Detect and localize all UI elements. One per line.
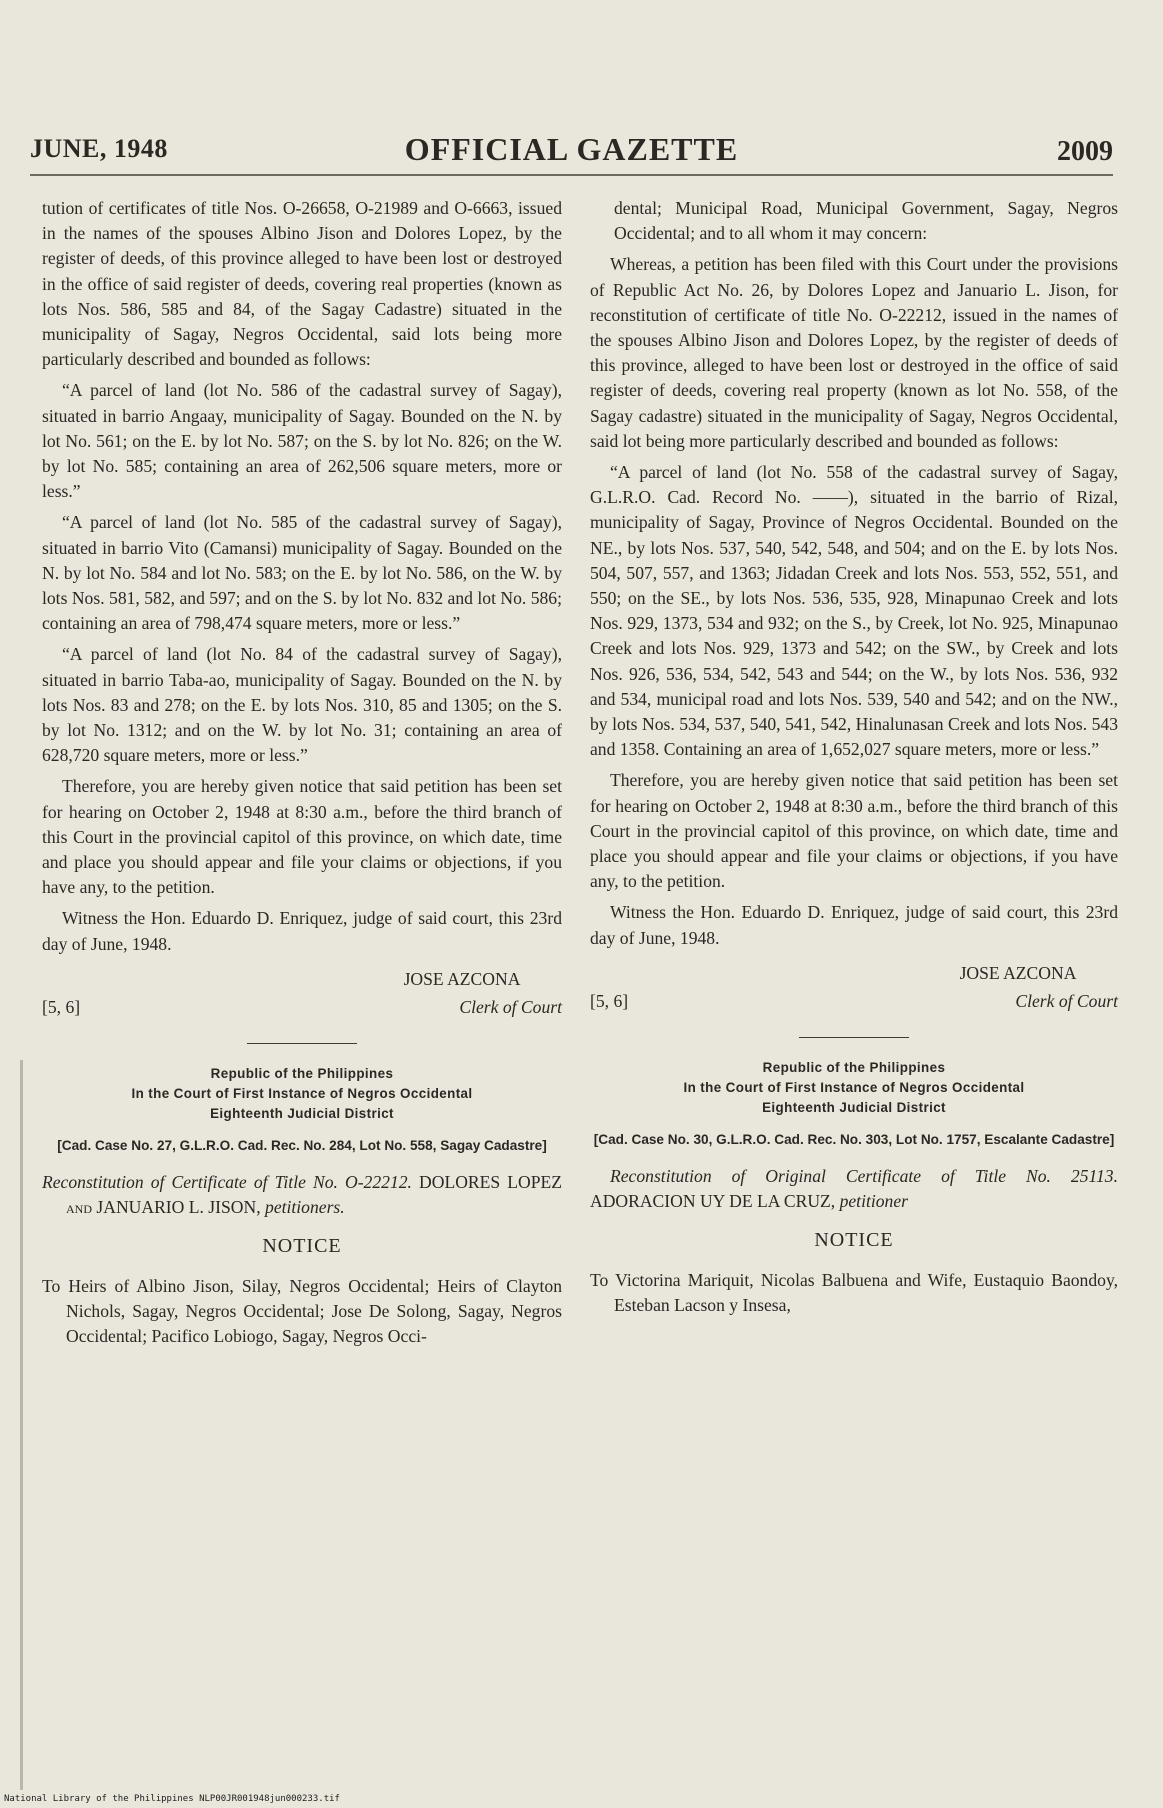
addressee-paragraph: To Victorina Mariquit, Nicolas Balbuena and Wife, Eustaquio Baondoy, Esteban Lacson y Insesa, — [590, 1269, 1118, 1315]
parcel-paragraph: “A parcel of land (lot No. 558 of the cadastral survey of Sagay, G.L.R.O. Cad. Record No. ——), situated in the barrio of Rizal, municipality of Sagay, Province of Negros Occidental. Bounded on the NE., by lots Nos. 537, 540, 542, 548, and 504; and on the E. by lots Nos. 504, 507, 557, and 1363; Jidadan Creek and lots Nos. 553, 552, 551, and 550; on the SE., by lots Nos. 536, 535, 928, Minapunao Creek and lots Nos. 929, 1373, 534 and 932; on the S., by Creek, lot No. 925, Minapunao Creek and lots Nos. 929, 1373 and 542; on the SW., by Creek and lots Nos. 926, 536, 534, 542, 543 and 544; on the W., by lots Nos. 536, 932 and 534, municipal road and lots Nos. 539, 540 and 542; and on the NW., by lots Nos. 534, 537, 540, 541, 542, Hinalunasan Creek and lots Nos. 543 and 1358. Containing an area of 1,652,027 square meters, more or less.” — [590, 462, 1118, 760]
notice-heading: NOTICE — [814, 1229, 894, 1252]
court-line: Eighteenth Judicial District — [210, 1105, 394, 1121]
right-column — [590, 196, 1118, 1324]
caption-names: ADORACION UY DE LA CRUZ, — [590, 1191, 836, 1212]
signatory-name: JOSE AZCONA — [959, 962, 1077, 983]
caption-title: Reconstitution of Certificate of Title No. O-22212. — [42, 1171, 412, 1192]
signatory-role: Clerk of Court — [1015, 990, 1118, 1011]
parcel-paragraph: “A parcel of land (lot No. 586 of the cadastral survey of Sagay), situated in barrio Angaay, municipality of Sagay. Bounded on the N. by lot No. 561; on the E. by lot No. 587; on the S. by lot No. 826; on the W. by lot No. 585; containing an area of 262,506 square meters, more or less.” — [42, 380, 562, 502]
header-date: JUNE, 1948 — [30, 134, 168, 163]
section-divider — [799, 1037, 909, 1038]
header-title: OFFICIAL GAZETTE — [404, 131, 739, 167]
caption-role: petitioners. — [265, 1197, 345, 1218]
parcel-paragraph: “A parcel of land (lot No. 84 of the cadastral survey of Sagay), situated in barrio Taba-ao, municipality of Sagay. Bounded on the N. by lots Nos. 83 and 278; on the E. by lots Nos. 310, 85 and 1305; on the S. by lot No. 1312; and on the W. by lot No. 31; containing an area of 628,720 square meters, more or less.” — [42, 644, 562, 766]
therefore-paragraph: Therefore, you are hereby given notice that said petition has been set for hearing on October 2, 1948 at 8:30 a.m., before the third branch of this Court in the provincial capitol of this province, on which date, time and place you should appear and file your claims or objections, if you have any, to the petition. — [590, 770, 1118, 892]
witness-paragraph: Witness the Hon. Eduardo D. Enriquez, judge of said court, this 23rd day of June, 1948. — [590, 902, 1118, 948]
case-reference: [Cad. Case No. 30, G.L.R.O. Cad. Rec. No. 303, Lot No. 1757, Escalante Cadastre] — [593, 1131, 1115, 1147]
page-number: 2009 — [1057, 136, 1113, 167]
case-reference: [Cad. Case No. 27, G.L.R.O. Cad. Rec. No. 284, Lot No. 558, Sagay Cadastre] — [57, 1137, 547, 1153]
caption-names: DOLORES LOPEZ and JANUARIO L. JISON, — [66, 1171, 562, 1218]
signatory-name: JOSE AZCONA — [403, 968, 521, 989]
court-line: In the Court of First Instance of Negros Occidental — [131, 1085, 473, 1101]
parcel-paragraph: “A parcel of land (lot No. 585 of the cadastral survey of Sagay), situated in barrio Vito (Camansi) municipality of Sagay. Bounded on the N. by lot No. 584 and lot No. 583; on the E. by lot No. 586, on the W. by lots Nos. 581, 582, and 597; and on the S. by lot No. 832 and lot No. 586; containing an area of 798,474 square meters, more or less.” — [42, 512, 562, 634]
scan-footer: National Library of the Philippines NLP00JR001948jun000233.tif — [4, 1794, 340, 1804]
scan-binding-edge — [20, 1060, 23, 1790]
signature-block — [590, 961, 1118, 1017]
signature-block — [42, 967, 562, 1023]
issue-reference: [5, 6] — [590, 990, 629, 1011]
court-heading — [590, 1058, 1118, 1118]
addressee-continuation: dental; Municipal Road, Municipal Government, Sagay, Negros Occidental; and to all whom it may concern: — [614, 198, 1118, 244]
section-divider — [247, 1043, 357, 1044]
court-heading — [42, 1064, 562, 1124]
page-header — [30, 128, 1113, 176]
court-line: In the Court of First Instance of Negros Occidental — [683, 1079, 1025, 1095]
reconstitution-caption — [590, 1164, 1118, 1214]
signatory-role: Clerk of Court — [459, 996, 562, 1017]
whereas-paragraph: Whereas, a petition has been filed with this Court under the provisions of Republic Act No. 26, by Dolores Lopez and Januario L. Jison, for reconstitution of certificate of title No. O-22212, issued in the names of the spouses Albino Jison and Dolores Lopez, by the register of deeds of this province, alleged to have been lost or destroyed in the office of said register of deeds, covering real property (known as lot No. 558, of the Sagay cadastre) situated in the municipality of Sagay, Negros Occidental, said lot being more particularly described and bounded as follows: — [590, 254, 1118, 451]
left-column — [42, 196, 562, 1355]
caption-title: Reconstitution of Original Certificate of Title No. 25113. — [610, 1165, 1118, 1186]
court-line: Republic of the Philippines — [210, 1065, 394, 1081]
therefore-paragraph: Therefore, you are hereby given notice that said petition has been set for hearing on October 2, 1948 at 8:30 a.m., before the third branch of this Court in the provincial capitol of this province, on which date, time and place you should appear and file your claims or objections, if you have any, to the petition. — [42, 776, 562, 898]
issue-reference: [5, 6] — [42, 996, 81, 1017]
witness-paragraph: Witness the Hon. Eduardo D. Enriquez, judge of said court, this 23rd day of June, 1948. — [42, 908, 562, 954]
caption-role: petitioner — [839, 1191, 908, 1212]
court-line: Eighteenth Judicial District — [762, 1099, 946, 1115]
court-line: Republic of the Philippines — [762, 1059, 946, 1075]
intro-paragraph: tution of certificates of title Nos. O-26658, O-21989 and O-6663, issued in the names of the spouses Albino Jison and Dolores Lopez, by the register of deeds, of this province alleged to have been lost or destroyed in the office of said register of deeds, covering real properties (known as lots Nos. 586, 585 and 84, of the Sagay Cadastre) situated in the municipality of Sagay, Negros Occidental, said lots being more particularly described and bounded as follows: — [42, 198, 562, 370]
reconstitution-caption — [42, 1170, 562, 1220]
addressee-paragraph: To Heirs of Albino Jison, Silay, Negros Occidental; Heirs of Clayton Nichols, Sagay, Negros Occidental; Jose De Solong, Sagay, Negros Occidental; Pacifico Lobiogo, Sagay, Negros Occi- — [42, 1275, 562, 1346]
notice-heading: NOTICE — [262, 1235, 342, 1258]
